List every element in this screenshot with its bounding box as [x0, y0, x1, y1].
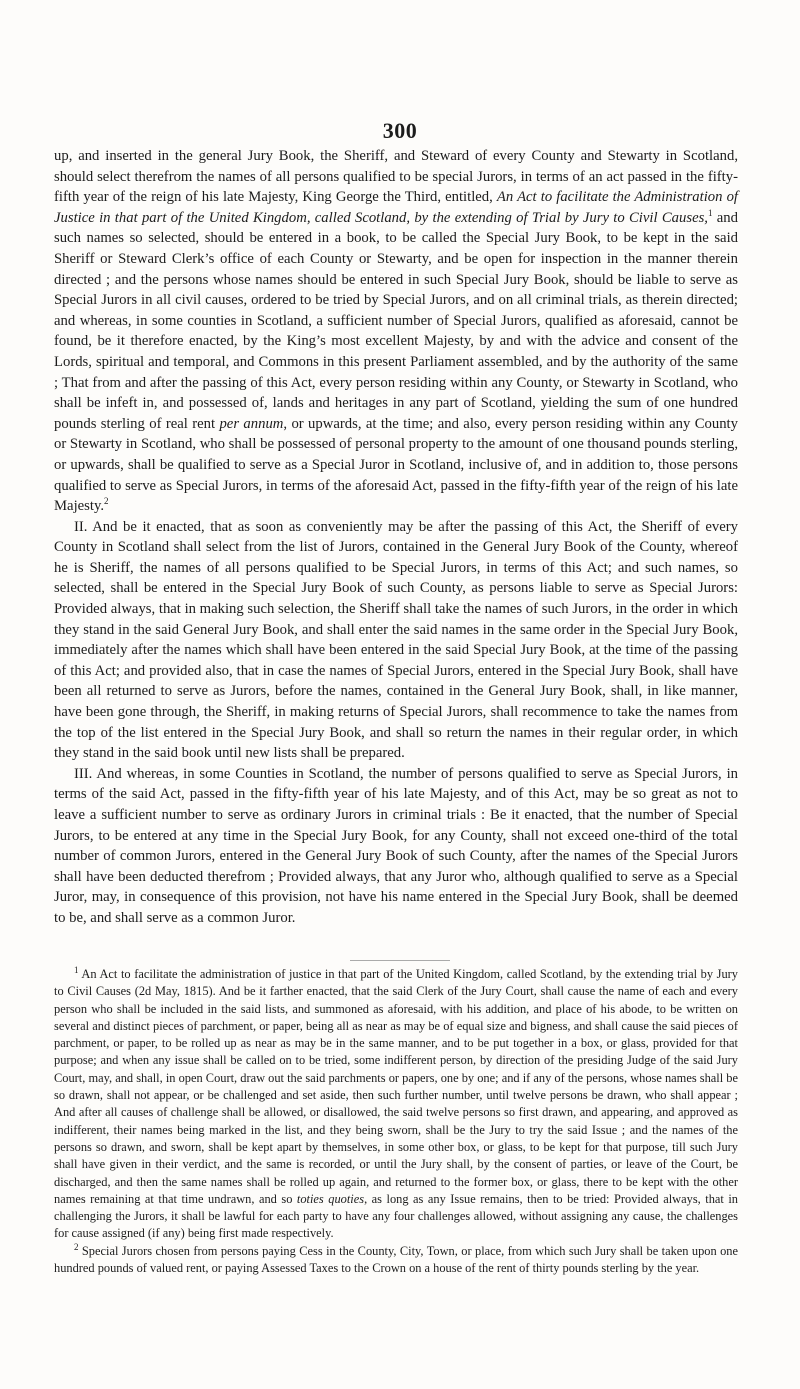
text-run: and such names so selected, should be entered in a book, to be called the Special Jury Book, to be kept in the said Sheriff or Steward Clerk’s office of each County or Stewarty, and be open for inspection in the manner therein directed ; and the persons whose names should be entered in such Special Jury Book, should be liable to serve as Special Jurors in all civil causes, ordered to be tried by Special Jurors, and on all criminal trials, as therein directed; and whereas, in some counties in Scotland, a sufficient number of Special Jurors, qualified as aforesaid, cannot be found, be it therefore enacted, by the King’s most excellent Majesty, by and with the advice and consent of the Lords, spiritual and temporal, and Commons in this present Parliament assembled, and by the authority of the same ; That from and after the passing of this Act, every person residing within any County, or Stewarty in Scotland, who shall be infeft in, and possessed of, lands and heritages in any part of Scotland, yielding the sum of one hundred pounds sterling of real rent — [54, 209, 738, 432]
text-run: , or upwards, at the time; and also, every person residing within any County or Stewarty in Scotland, who shall be possessed of personal property to the amount of one thousand pounds sterling, or upwards, shall be qualified to serve as a Special Juror in Scotland, inclusive of, and in addition to, those persons qualified to serve as Special Jurors, in terms of the aforesaid Act, passed in the fifty-fifth year of the reign of his late Majesty. — [54, 415, 738, 515]
italic-text: toties quoties — [296, 1191, 365, 1206]
text-run: Special Jurors chosen from persons paying Cess in the County, City, Town, or place, from which such Jury shall be taken upon one hundred pounds of valued rent, or paying Assessed Taxes to the Crown on a house of the rent of thirty pounds sterling by the year. — [54, 1243, 738, 1276]
footnote-ref: 2 — [104, 496, 109, 507]
footnote-ref: 1 — [74, 964, 79, 975]
paragraph — [54, 764, 738, 929]
page-number: 300 — [382, 118, 418, 143]
text-run: III. And whereas, in some Counties in Scotland, the number of persons qualified to serve as Special Jurors, in terms of the said Act, passed in the fifty-fifth year of his late Majesty, and of this Act, may be so great as not to leave a sufficient number to serve as ordinary Jurors in criminal trials : Be it enacted, that the number of Special Jurors, to be entered at any time in the Special Jury Book, for any County, shall not exceed one-third of the total number of common Jurors, entered in the General Jury Book of such County, after the names of the Special Jurors shall have been deducted therefrom ; Provided always, that any Juror who, although qualified to serve as a Special Juror, may, in consequence of this provision, not have his name entered in the Special Jury Book, shall be deemed to be, and shall serve as a common Juror. — [54, 765, 738, 926]
footnote-ref: 2 — [74, 1241, 79, 1252]
text-run: An Act to facilitate the administration of justice in that part of the United Kingdom, called Scotland, by the extending trial by Jury to Civil Causes (2d May, 1815). And be it farther enacted, that the said Clerk of the Jury Court, shall cause the name of each and every person who shall be included in the said lists, and summoned as aforesaid, with his addition, and place of his abode, to be written on several and distinct pieces of parchment, or paper, being all as near as may be of equal size and bigness, and shall cause the said pieces of parchment, or paper, to be rolled up as near as may be in the same manner, and to be put together in a box, or glass, provided for that purpose; and when any issue shall be called on to be tried, some indifferent person, by direction of the presiding Judge of the said Jury Court, may, and shall, in open Court, draw out the said parchments or papers, one by one; and if any of the persons, whose names shall be so drawn, shall not appear, or be challenged and set aside, then such further number, until twelve persons be drawn, who shall appear ; And after all causes of challenge shall be allowed, or disallowed, the said twelve persons so first drawn, and appearing, and approved as indifferent, their names being marked in the list, and they being sworn, shall be the Jury to try the said Issue ; and the names of the persons so drawn, and sworn, shall be kept apart by themselves, in some other box, or glass, to be kept for that purpose, till such Jury shall have given in their verdict, and the same is recorded, or until the Jury shall, by the consent of parties, or leave of the Court, be discharged, and then the same names shall be rolled up again, and returned to the former box, or glass, there to be kept with the other names remaining at that time undrawn, and so — [54, 967, 738, 1206]
footnote-divider — [350, 960, 450, 961]
paragraph — [54, 146, 738, 517]
italic-text: An Act to facilitate the Administration of Justice in that part of the United Kingdom, called Scotland, by the extending of Trial by Jury to Civil Causes, — [54, 189, 738, 226]
main-text — [54, 146, 738, 929]
footnotes — [54, 966, 738, 1277]
footnote — [54, 966, 738, 1243]
footnote-ref: 1 — [707, 207, 713, 218]
text-run: , as long as any Issue remains, then to be tried: Provided always, that in challenging the Jurors, it shall be lawful for each party to have any four challenges allowed, without assigning any cause, the challenges for cause assigned (if any) being first made respectively. — [54, 1191, 738, 1241]
text-run: II. And be it enacted, that as soon as conveniently may be after the passing of this Act, the Sheriff of every County in Scotland shall select from the list of Jurors, contained in the General Jury Book of the County, whereof he is Sheriff, the names of all persons qualified to be Special Jurors, in terms of this Act; and such names, so selected, shall be entered in the Special Jury Book of such County, as persons liable to serve as Special Jurors: Provided always, that in making such selection, the Sheriff shall take the names of such Jurors, in the order in which they stand in the said General Jury Book, and shall enter the said names in the same order in the Special Jury Book, immediately after the names which shall have been entered in the said Special Jury Book, at the time of the passing of this Act; and provided also, that in case the names of Special Jurors, entered in the Special Jury Book, shall have been all returned to serve as Jurors, before the names, contained in the General Jury Book, shall, in like manner, have been gone through, the Sheriff, in making returns of Special Jurors, shall recommence to take the names from the top of the list entered in the Special Jury Book, and shall so return the names in their regular order, in which they stand in the said book until new lists shall be prepared. — [54, 518, 738, 762]
paragraph — [54, 517, 738, 764]
italic-text: per annum — [219, 415, 284, 432]
text-run: up, and inserted in the general Jury Book, the Sheriff, and Steward of every County and Stewarty in Scotland, should select therefrom the names of all persons qualified to be special Jurors, in terms of an act passed in the fifty-fifth year of the reign of his late Majesty, King George the Third, entitled, — [54, 148, 738, 206]
footnote — [54, 1243, 738, 1278]
